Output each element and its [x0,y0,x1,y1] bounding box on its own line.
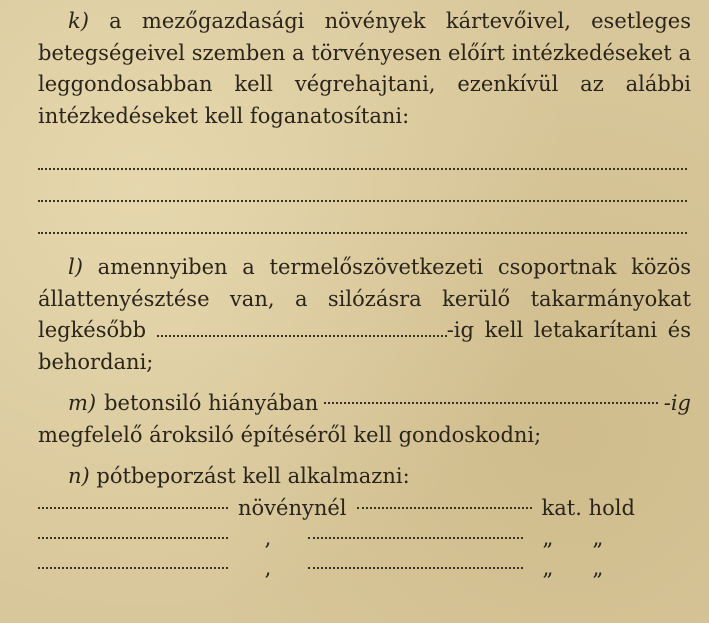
item-n-label: n) [68,464,90,488]
item-n-text: pótbeporzást kell alkalmazni: [96,464,410,488]
item-l-suffix: -ig kell [446,318,524,342]
item-m [38,388,691,451]
item-n-row-1 [38,493,691,523]
row3-crop-blank [38,566,228,569]
row1-end-label: kat. hold [541,495,635,520]
item-n-table [38,493,691,583]
row3-ditto-kat: „ [542,555,554,580]
item-n-row-2 [38,523,691,553]
item-l-date-blank [157,334,447,337]
item-n-row-3 [38,553,691,583]
row3-area-blank [308,566,523,569]
item-k-blank-lines [38,138,691,234]
row2-ditto-comma: , [264,525,272,550]
item-m-suffix: -ig [663,391,691,415]
item-m-row1 [38,388,691,420]
item-m-date-blank [324,401,657,404]
row1-crop-blank [38,506,228,509]
item-n [38,461,691,583]
item-k-text: a mezőgazdasági növények kártevőivel, esetleges betegségeivel szemben a törvényesen előírt intézkedéseket a leggondosabban kell végrehajtani, ezenkívül az alábbi intézkedéseket kell foganatosítani: [38,9,691,128]
row1-area-blank [357,506,532,509]
item-l-label: l) [68,255,83,279]
item-n-paragraph [38,461,691,493]
row2-crop-blank [38,536,228,539]
item-l-paragraph [38,252,691,378]
row2-ditto-hold: „ [592,525,604,550]
item-l-text-b: letakarítani és behordani; [38,318,691,374]
row1-mid-label: növénynél [238,495,347,520]
item-l [38,252,691,378]
row3-ditto-comma: , [264,555,272,580]
item-k-paragraph [38,6,691,132]
row2-ditto-kat: „ [542,525,554,550]
blank-line-3 [38,202,687,234]
item-m-text-b: megfelelő árоksiló építéséről kell gondoskodni; [38,422,542,447]
blank-line-1 [38,138,687,170]
item-l-text-a: amennyiben a termelőszövetkezeti csoportnak közös állattenyésztése van, a silózásra kerülő takarmányokat legkésőbb [38,255,692,342]
row2-area-blank [308,536,523,539]
item-m-label: m) [68,391,97,415]
blank-line-2 [38,170,687,202]
row3-ditto-hold: „ [592,555,604,580]
item-k-label: k) [68,9,89,33]
item-m-text-a: betonsiló hiányában [104,391,319,415]
